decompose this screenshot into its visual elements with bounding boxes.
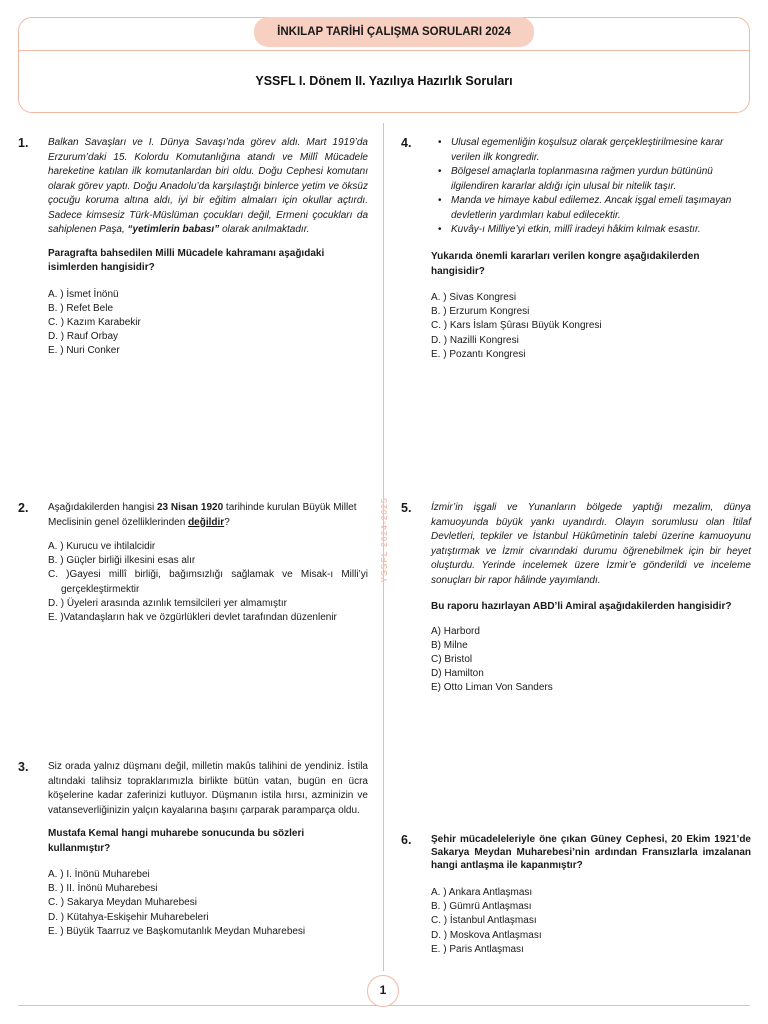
option-b[interactable]: B. ) Gümrü Antlaşması [431, 901, 532, 913]
question-prompt: Şehir mücadeleleriyle öne çıkan Güney Cephesi, 20 Ekim 1921’de Sakarya Meydan Muharebesi’nin ardından Fransızlarla imzalanan hangi antlaşma ile kapanmıştır? [431, 834, 751, 871]
question-passage [48, 136, 368, 238]
page-title: İNKILAP TARİHİ ÇALIŞMA SORULARI 2024 [254, 17, 534, 47]
stem-text: ? [224, 516, 230, 528]
question-number: 4. [401, 136, 412, 150]
option-e[interactable]: E. )Vatandaşların hak ve özgürlükleri devlet tarafından düzenlenir [48, 612, 337, 624]
question-prompt: Mustafa Kemal hangi muharebe sonucunda bu sözleri kullanmıştır? [48, 828, 305, 854]
option-a[interactable]: A) Harbord [431, 625, 480, 637]
question-body [48, 501, 368, 625]
bullet-item: • Ulusal egemenliğin koşulsuz olarak gerçekleştirilmesine karar verilen ilk kongredir. [443, 136, 749, 165]
question-passage: İzmir’in işgali ve Yunanların bölgede yaptığı mezalim, dünya kamuoyunda büyük yankı uyandırdı. Olayın sorumlusu olan İtilaf Devletleri, tepkiler ve İstanbul Hükûmetinin talebi üzerine kamuoyunu yatıştırmak ve İzmir civarındaki durumu öğrenebilmek için bir heyet oluşturdu. Yerinde incelemek üzere İzmir’e gönderildi ve inceleme sonuçları bir rapor hâlinde yayımlandı. [431, 502, 751, 586]
option-e[interactable]: E. ) Pozantı Kongresi [431, 348, 526, 360]
passage-text: Balkan Savaşları ve I. Dünya Savaşı’nda görev aldı. Mart 1919’da Erzurum’daki 15. Kolordu Komutanlığına atandı ve Millî Mücadele hareketine katılan ilk komutanlardan biri oldu. Doğu Cephesi komutanı olarak görev yaptı. Doğu Anadolu’da karşılaştığı binlerce yetim ve öksüz çocuğu koruma altına aldı, iyi bir eğitim almaları için okullar açtırdı. Sadece kimsesiz Türk-Müslüman çocukları değil, Ermeni çocukları da sahiplenen Paşa, [48, 137, 368, 235]
bullet-item: • Bölgesel amaçlarla toplanmasına rağmen yurdun bütününü ilgilendiren kararlar aldığı için ulusal bir nitelik taşır. [443, 165, 749, 194]
answer-options [431, 886, 751, 957]
question-number: 6. [401, 833, 412, 847]
option-a[interactable]: A. ) Ankara Antlaşması [431, 887, 533, 898]
answer-options [431, 291, 751, 362]
stem-text: tarihinde kurulan Büyük Millet Meclisinin genel özelliklerinden [48, 502, 357, 528]
question-stem [48, 501, 368, 530]
option-c[interactable]: C. ) İstanbul Antlaşması [431, 915, 537, 927]
question-passage: Siz orada yalnız düşmanı değil, milletin makûs talihini de yendiniz. İstila altındaki talihsiz topraklarımızla birlikte bütün vatan, bugün en ücra köşelerine kadar zaferinizi kutluyor. Düşmanın istila hırsı, azminizin ve vatanseverliğinizin yalçın kayalarına başını çarparak paramparça oldu. [48, 761, 368, 816]
page-subtitle: YSSFL I. Dönem II. Yazılıya Hazırlık Soruları [255, 74, 513, 88]
option-c[interactable]: C. ) Sakarya Meydan Muharebesi [48, 897, 197, 909]
option-c[interactable]: C. )Gayesi millî birliği, bağımsızlığı sağlamak ve Misak-ı Milli’yi gerçekleştirmektir [48, 569, 368, 595]
header-box [18, 17, 750, 113]
question-prompt: Bu raporu hazırlayan ABD’li Amiral aşağıdakilerden hangisidir? [431, 601, 732, 612]
question-prompt: Yukarıda önemli kararları verilen kongre aşağıdakilerden hangisidir? [431, 251, 700, 277]
option-d[interactable]: D. ) Nazilli Kongresi [431, 334, 519, 346]
option-d[interactable]: D. ) Üyeleri arasında azınlık temsilcileri yer almamıştır [48, 597, 287, 609]
question-bullets [443, 136, 749, 238]
answer-options [48, 288, 368, 359]
bullet-item: • Kuvây-ı Milliye’yi etkin, millî iradeyi hâkim kılmak esastır. [443, 223, 749, 238]
passage-text: olarak anılmaktadır. [219, 224, 310, 235]
question-number: 1. [18, 136, 29, 150]
option-d[interactable]: D. ) Kütahya-Eskişehir Muharebeleri [48, 911, 209, 923]
option-b[interactable]: B) Milne [431, 639, 468, 651]
option-d[interactable]: D. ) Moskova Antlaşması [431, 929, 542, 941]
stem-text: Aşağıdakilerden hangisi [48, 502, 157, 513]
option-a[interactable]: A. ) I. İnönü Muharebei [48, 869, 150, 880]
option-e[interactable]: E) Otto Liman Von Sanders [431, 682, 553, 694]
answer-options [48, 540, 368, 625]
option-a[interactable]: A. ) Kurucu ve ihtilalcidir [48, 541, 156, 552]
option-b[interactable]: B. ) Güçler birliği ilkesini esas alır [48, 555, 196, 567]
stem-date: 23 Nisan 1920 [156, 502, 224, 513]
option-d[interactable]: D) Hamilton [431, 668, 484, 680]
question-number: 3. [18, 760, 29, 774]
passage-emphasis: “yetimlerin babası” [127, 224, 220, 235]
header-divider [19, 50, 749, 51]
bullet-item: • Manda ve himaye kabul edilemez. Ancak işgal emeli taşımayan devletlerin yardımları kabul edilecektir. [443, 194, 749, 223]
question-body-lower [431, 250, 751, 362]
option-e[interactable]: E. ) Büyük Taarruz ve Başkomutanlık Meydan Muharebesi [48, 925, 306, 937]
option-b[interactable]: B. ) Erzurum Kongresi [431, 306, 530, 318]
question-prompt: Paragrafta bahsedilen Milli Mücadele kahramanı aşağıdaki isimlerden hangisidir? [48, 247, 325, 273]
option-c[interactable]: C. ) Kazım Karabekir [48, 316, 141, 328]
option-e[interactable]: E. ) Nuri Conker [48, 345, 120, 357]
answer-options [48, 868, 368, 939]
question-body [48, 136, 368, 359]
answer-options [431, 625, 751, 696]
stem-negation: değildir [188, 516, 225, 528]
watermark: YSSFL 2024-2025 [379, 497, 389, 583]
option-a[interactable]: A. ) Sivas Kongresi [431, 292, 517, 303]
question-body [431, 833, 751, 957]
page-number: 1 [367, 975, 399, 1007]
option-e[interactable]: E. ) Paris Antlaşması [431, 943, 524, 955]
question-body [431, 501, 751, 696]
question-number: 5. [401, 501, 412, 515]
option-a[interactable]: A. ) İsmet İnönü [48, 288, 119, 300]
option-c[interactable]: C) Bristol [431, 653, 473, 665]
question-body [443, 136, 749, 238]
question-number: 2. [18, 501, 29, 515]
option-c[interactable]: C. ) Kars İslam Şûrası Büyük Kongresi [431, 320, 602, 332]
question-body [48, 760, 368, 939]
option-b[interactable]: B. ) Refet Bele [48, 302, 114, 314]
option-b[interactable]: B. ) II. İnönü Muharebesi [48, 883, 158, 895]
option-d[interactable]: D. ) Rauf Orbay [48, 331, 119, 343]
